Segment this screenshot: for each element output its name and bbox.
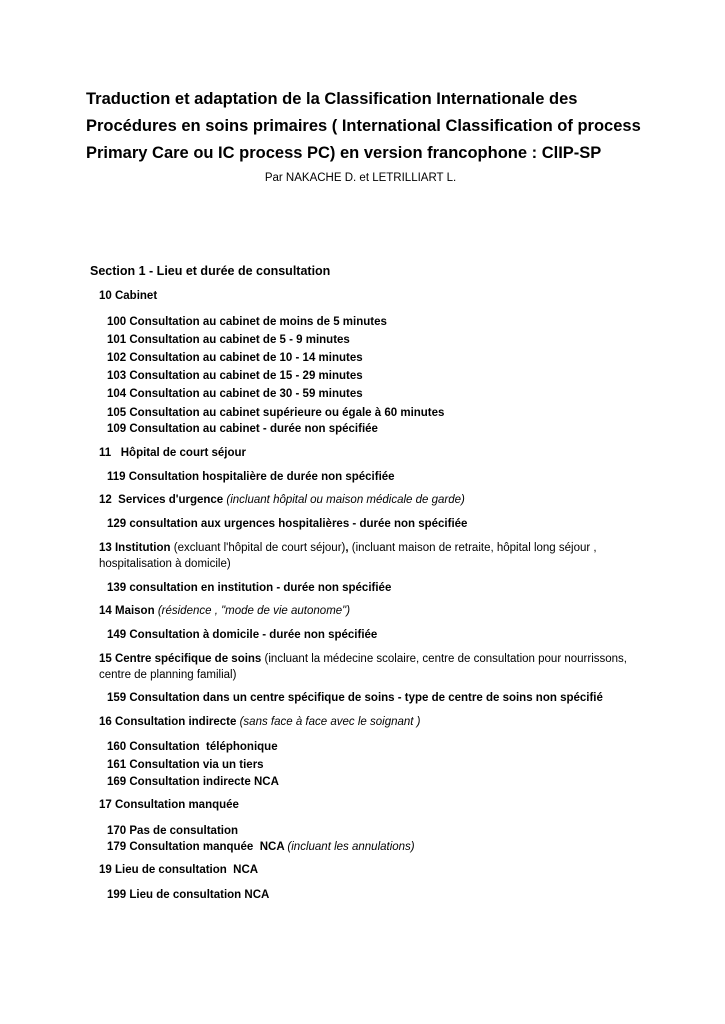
category-16-heading	[99, 714, 421, 730]
list-item: 100 Consultation au cabinet de moins de 5 minutes	[107, 316, 387, 328]
category-14-heading	[99, 603, 350, 619]
list-item: 104 Consultation au cabinet de 30 - 59 minutes	[107, 388, 363, 400]
list-item: 103 Consultation au cabinet de 15 - 29 minutes	[107, 370, 363, 382]
authors-text: Par NAKACHE D. et LETRILLIART L.	[264, 172, 457, 184]
category-label: 12 Services d'urgence	[99, 494, 224, 506]
category-label: 11 Hôpital de court séjour	[99, 447, 246, 459]
category-10-heading	[99, 288, 157, 304]
category-label: 19 Lieu de consultation NCA	[99, 864, 259, 876]
category-separator: ,	[345, 542, 349, 554]
document-title: Traduction et adaptation de la Classification Internationale des Procédures en soins primaires ( International Classification of process Primary Care ou IC process PC) en version francophone : ClIP-SP	[86, 90, 641, 162]
category-11-heading	[99, 445, 246, 461]
category-note: (excluant l'hôpital de court séjour)	[173, 542, 346, 554]
category-note: (résidence , "mode de vie autonome")	[157, 605, 351, 617]
list-item: 119 Consultation hospitalière de durée non spécifiée	[107, 471, 395, 483]
category-note: (sans face à face avec le soignant )	[239, 716, 421, 728]
list-item: 161 Consultation via un tiers	[107, 759, 264, 771]
category-label: 17 Consultation manquée	[99, 799, 239, 811]
category-note: (incluant la médecine scolaire, centre de consultation pour nourrissons, centre de planning familial)	[99, 653, 627, 681]
list-item-note: (incluant les annulations)	[287, 841, 415, 853]
list-item: 101 Consultation au cabinet de 5 - 9 minutes	[107, 334, 350, 346]
list-item: 199 Lieu de consultation NCA	[107, 889, 270, 901]
category-13-heading	[99, 540, 659, 572]
list-item: 170 Pas de consultation	[107, 825, 239, 837]
category-12-heading	[99, 492, 465, 508]
list-item: 139 consultation en institution - durée non spécifiée	[107, 582, 392, 594]
list-item: 102 Consultation au cabinet de 10 - 14 minutes	[107, 352, 363, 364]
category-17-heading	[99, 797, 239, 813]
list-item: 129 consultation aux urgences hospitalières - durée non spécifiée	[107, 518, 468, 530]
list-item: 160 Consultation téléphonique	[107, 741, 278, 753]
list-item: 159 Consultation dans un centre spécifique de soins - type de centre de soins non spécifié	[107, 692, 603, 704]
category-label: 13 Institution	[99, 542, 171, 554]
list-item-text: 179 Consultation manquée NCA	[107, 841, 285, 853]
list-item: 109 Consultation au cabinet - durée non spécifiée	[107, 423, 378, 435]
authors-line	[0, 172, 725, 184]
category-label: 10 Cabinet	[99, 290, 158, 302]
section-title: Section 1 - Lieu et durée de consultation	[90, 264, 331, 278]
category-label: 15 Centre spécifique de soins	[99, 653, 262, 665]
list-item: 105 Consultation au cabinet supérieure ou égale à 60 minutes	[107, 407, 445, 419]
category-note-secondary: (incluant maison de retraite, hôpital long séjour , hospitalisation à domicile)	[99, 542, 597, 570]
category-label: 14 Maison	[99, 605, 155, 617]
list-item: 169 Consultation indirecte NCA	[107, 776, 279, 788]
category-note: (incluant hôpital ou maison médicale de garde)	[226, 494, 465, 506]
category-19-heading	[99, 862, 258, 878]
category-15-heading	[99, 651, 659, 683]
category-label: 16 Consultation indirecte	[99, 716, 237, 728]
list-item: 149 Consultation à domicile - durée non spécifiée	[107, 629, 378, 641]
list-item-with-note	[107, 839, 415, 855]
